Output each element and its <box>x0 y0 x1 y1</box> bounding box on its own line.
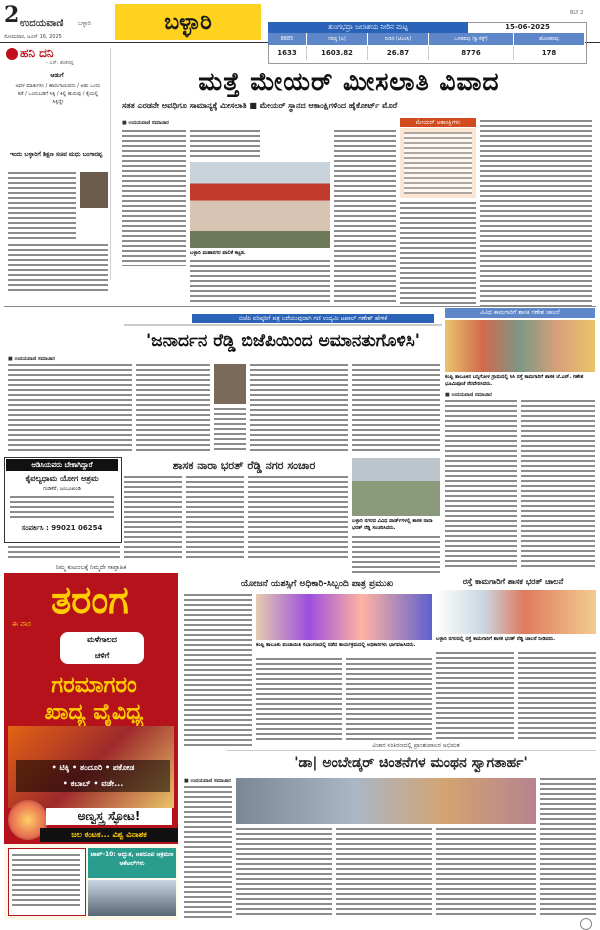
paper-name: ಉದಯವಾಣಿ <box>20 18 64 29</box>
dam-value: 8776 <box>429 46 514 60</box>
article-text <box>436 828 536 918</box>
minister-photo <box>80 172 108 208</box>
byline: ■ ಉದಯವಾಣಿ ಸಮಾಚಾರ <box>184 778 231 784</box>
dam-date: 15-06-2025 <box>505 23 550 31</box>
article-text <box>518 652 596 740</box>
dam-value: 1633 <box>268 46 307 60</box>
photo-caption: ಕಂಪ್ಲಿ ತಾಲೂಕಿನ ಬನ್ನಿಗೋಳ ಗ್ರಾಮದಲ್ಲಿ ಸಿಸಿ ರಸ್ತೆ ಕಾಮಗಾರಿಗೆ ಶಾಸಕ ಜೆ.ಎನ್. ಗಣೇಶ ಭೂಮಿಪೂಜೆ ನೆರವೇರಿಸಿದರು. <box>445 374 584 387</box>
taranga-bottom-line: ಟಾಪ್-10: ಅದ್ಭುತ, ಅಪರೂಪ ಆಕ್ರಮಣ ಅಕೆಟಲ್‌ಗಳು <box>88 848 176 878</box>
byline: ■ ಉದಯವಾಣಿ ಸಮಾಚಾರ <box>122 120 169 126</box>
byline: ■ ಉದಯವಾಣಿ ಸಮಾಚಾರ <box>8 356 55 362</box>
bjp-story-tag: ಬಿಜೆಪಿ ವರಿಷ್ಠರಿಗೆ ಪತ್ರ ಬರೆಯುವುದಾಗಿ ಗಣಿ ಉದ್ಯಮಿ ಟಪಾಲ್ ಗಣೇಶ್ ಹೇಳಿಕೆ <box>192 314 434 323</box>
photo-caption: ಬಳ್ಳಾರಿ ನಗರದಲ್ಲಿ ರಸ್ತೆ ಕಾಮಗಾರಿಗೆ ಶಾಸಕ ಭರತ್ ರೆಡ್ಡಿ ಚಾಲನೆ ನೀಡಿದರು. <box>436 636 556 642</box>
article-text <box>184 786 232 918</box>
article-text <box>8 244 108 292</box>
article-text <box>445 400 517 570</box>
taranga-big-title-line1: ಗರಮಾಗರಂ <box>51 672 137 698</box>
article-text <box>236 828 332 918</box>
taranga-feature-line2: ಚಳಿಗೆ <box>94 651 110 660</box>
article-text <box>190 130 260 160</box>
article-text <box>352 364 440 452</box>
bjp-story-headline: 'ಜನಾರ್ದನ ರೆಡ್ಡಿ ಬಿಜೆಪಿಯಿಂದ ಅಮಾನತುಗೊಳಿಸಿ' <box>124 324 442 356</box>
date-line: ಸೋಮವಾರ, ಜೂನ್ 16, 2025 <box>4 34 62 40</box>
article-text <box>136 364 210 452</box>
taranga-feature-line1: ಮಳೆಗಾಲದ <box>87 635 117 644</box>
taranga-logo: ತರಂಗ <box>51 577 129 622</box>
page-number: 2 <box>4 2 20 28</box>
taranga-week: ಈ ವಾರ <box>12 620 31 628</box>
article-text <box>540 778 596 918</box>
article-text <box>8 546 120 558</box>
ambedkar-story-tag: ವಿಚಾರ ಸಂಕಿರಣದಲ್ಲಿ ಪ್ರಾಂಶುಪಾಲರ ಅಭಿಮತ <box>372 742 460 749</box>
article-text <box>214 408 246 452</box>
article-text <box>256 658 342 742</box>
ad-text <box>12 854 80 908</box>
taranga-items-line2: • ಕಬಾಬ್ • ವಡೇ... <box>16 776 170 792</box>
taranga-nuke-title: ಅಣ್ವಸ್ತ್ರ ಸ್ಫೋಟ! <box>46 808 172 825</box>
yoga-ad-title: ಆಡಿಸಿಯವರು ಬೇಕಾಗಿದ್ದಾರೆ <box>6 459 118 471</box>
dam-header: ನೀರಿನ (ಟಿಎಂಸಿ) <box>368 33 429 45</box>
article-text <box>352 536 440 574</box>
dam-header: ಗರಿಷ್ಠ (ಅ) <box>307 33 368 45</box>
dam-header: 8885 <box>268 33 307 45</box>
nara-bharat-photo <box>352 458 440 516</box>
article-text <box>124 476 182 558</box>
poem-heading: ಆಡುಗೆ <box>50 72 64 79</box>
photo-caption: ಬಳ್ಳಾರಿ ಮಹಾನಗರ ಪಾಲಿಕೆ ಕಟ್ಟಡ. <box>190 250 246 256</box>
bhatt-story-headline: ರಸ್ತೆ ಕಾಮಗಾರಿಗೆ ಶಾಸಕ ಭರತ್ ಚಾಲನೆ <box>462 576 564 586</box>
yoga-ad-place: ಗಂಡಿಕೆರೆ, ಜಂಬೂಖಂಡಿ <box>43 486 81 492</box>
article-text <box>336 828 432 918</box>
taranga-nuke-sub: ಜಲ ಕಂಟಕ... ವಿಶ್ವ ವಿನಾಶಕ <box>40 828 178 842</box>
article-text <box>400 202 476 304</box>
article-text <box>8 364 132 452</box>
bhatt-photo <box>436 590 596 634</box>
taranga-items <box>16 760 170 792</box>
seminar-photo <box>236 778 536 824</box>
section-banner: ಬಳ್ಳಾರಿ <box>115 4 261 40</box>
article-text <box>186 476 244 558</box>
section-rule <box>4 306 596 307</box>
page-label: BLY 2 <box>570 10 584 16</box>
taranga-feature-box <box>60 632 144 664</box>
taranga-items-line1: • ಟಿಕ್ಕಿ • ತಂದೂರಿ • ಪಕೋಡ <box>16 760 170 776</box>
article-text <box>404 132 472 194</box>
corporation-building-photo <box>190 162 330 248</box>
mla-ganesh-photo <box>445 320 595 372</box>
taranga-top-line: ನಿಮ್ಮ ಕುಟುಂಬಕ್ಕೆ ನಿಮ್ಮದೇ ಸಾಪ್ತಾಹಿಕ <box>4 562 178 573</box>
dam-value: 1603.82 <box>307 46 368 60</box>
minister-visit-headline: ಇಂದು ಬಳ್ಳಾರಿಗೆ ಶಿಕ್ಷಣ ಸಚಿವ ಮಧು ಬಂಗಾರಪ್ಪ <box>10 151 103 158</box>
poem-text: ಅವಳ ಮಾತುಗಳು / ಹಾರುಗಾಣುವನು / ಆಡು ಒಂದು ಕಡೆ / ಒಂದುಬಡಿಗೆ ಸಿಕ್ಕಿ / ಕಿಲ್ಲಿ ಹುರುವು / ಕೈಯಲ್ಲಿ ಸಿಕ್ಕಿದ್ದೇ <box>15 83 101 105</box>
officials-photo <box>256 594 432 640</box>
yoga-ad-org: ಕೈವಲ್ಯಧಾಮ ಯೋಗ ಆಶ್ರಮ <box>25 474 99 483</box>
main-subheadline: ಸತತ ಎರಡನೇ ಅವಧಿಗೂ ಸಾಮಾನ್ಯಕ್ಕೆ ಮೀಸಲಾತಿ ■ ಮೇಯರ್ ಸ್ಥಾನದ ಆಕಾಂಕ್ಷಿಗಳಿಂದ ಹೈಕೋರ್ಟ್ ಮೊರೆ <box>122 101 398 110</box>
hani-dani-logo-icon <box>6 48 18 60</box>
article-text <box>248 476 348 558</box>
main-headline: ಮತ್ತೆ ಮೇಯರ್ ಮೀಸಲಾತಿ ವಿವಾದ <box>198 67 500 96</box>
photo-caption: ಬಳ್ಳಾರಿ ನಗರದ ವಿವಿಧ ವಾರ್ಡ್‌ಗಳಲ್ಲಿ ಶಾಸಕ ನಾರಾ ಭರತ್ ರೆಡ್ಡಿ ಸಂಚರಿಸಿದರು. <box>352 518 433 531</box>
mayor-aspirants-tag: ಮೇಯರ್ ಆಕಾಂಕ್ಷಿಗಳು <box>400 118 476 127</box>
taranga-big-title-line2: ಖಾದ್ಯ ವೈವಿಧ್ಯ <box>44 699 144 725</box>
article-text <box>190 260 330 304</box>
registration-mark-icon <box>580 918 592 930</box>
dam-header: ಒಳಹರಿವು (ಕ್ಯುಸೆಕ್ಸ್) <box>429 33 514 45</box>
nara-story-headline: ಶಾಸಕ ನಾರಾ ಭರತ್ ರೆಡ್ಡಿ ನಗರ ಸಂಚಾರ <box>172 459 316 472</box>
article-text <box>334 130 396 304</box>
yojane-story-headline: ಯೋಜನೆ ಯಶಸ್ಸಿಗೆ ಅಧಿಕಾರಿ-ಸಿಬ್ಬಂದಿ ಪಾತ್ರ ಪ್ರಮುಖ <box>240 579 394 589</box>
dam-header: ಹೊರಹರಿವು <box>514 33 585 45</box>
dam-value: 26.87 <box>368 46 429 60</box>
hani-dani-author: - ಎನ್. ಶಂಕರಪ್ಪ <box>46 60 74 66</box>
article-text <box>184 594 252 746</box>
taranga-big-title <box>12 672 176 726</box>
article-text <box>436 652 514 740</box>
article-text <box>8 172 76 240</box>
hani-dani-title: ಹನಿ ದನಿ <box>20 46 54 60</box>
rocket-photo <box>88 880 176 916</box>
ad-text <box>10 496 114 520</box>
article-text <box>521 400 595 570</box>
dev-story-tag: ವಿವಿಧ ಕಾಮಗಾರಿಗೆ ಶಾಸಕ ಗಣೇಶ ಚಾಲನೆ <box>445 308 595 318</box>
yoga-ad-contact: ಸಂಪರ್ಕಿಸಿ : 99021 06254 <box>21 524 103 532</box>
edition-tag: ಬಳ್ಳಾರಿ <box>78 20 91 27</box>
ganesh-photo <box>214 364 246 404</box>
dam-value: 178 <box>541 49 557 57</box>
article-text <box>346 658 432 742</box>
byline: ■ ಉದಯವಾಣಿ ಸಮಾಚಾರ <box>445 392 492 398</box>
article-text <box>480 120 592 306</box>
ambedkar-story-headline: 'ಡಾ| ಅಂಬೇಡ್ಕರ್ ಚಿಂತನೆಗಳ ಮಂಥನ ಸ್ವಾಗತಾರ್ಹ' <box>226 750 596 775</box>
article-text <box>250 364 348 452</box>
photo-caption: ಕಂಪ್ಲಿ ತಾಲೂಕು ಪಂಚಾಯಿತಿ ಸಭಾಂಗಣದಲ್ಲಿ ನಡೆದ ಕಾರ್ಯಕ್ರಮದಲ್ಲಿ ಅಧಿಕಾರಿಗಳು ಭಾಗವಹಿಸಿದರು. <box>256 642 416 648</box>
dam-title: ತುಂಗಭದ್ರಾ ಜಲಾಶಯ ನೀರಿನ ಮಟ್ಟ <box>268 22 468 33</box>
article-text <box>122 130 186 266</box>
